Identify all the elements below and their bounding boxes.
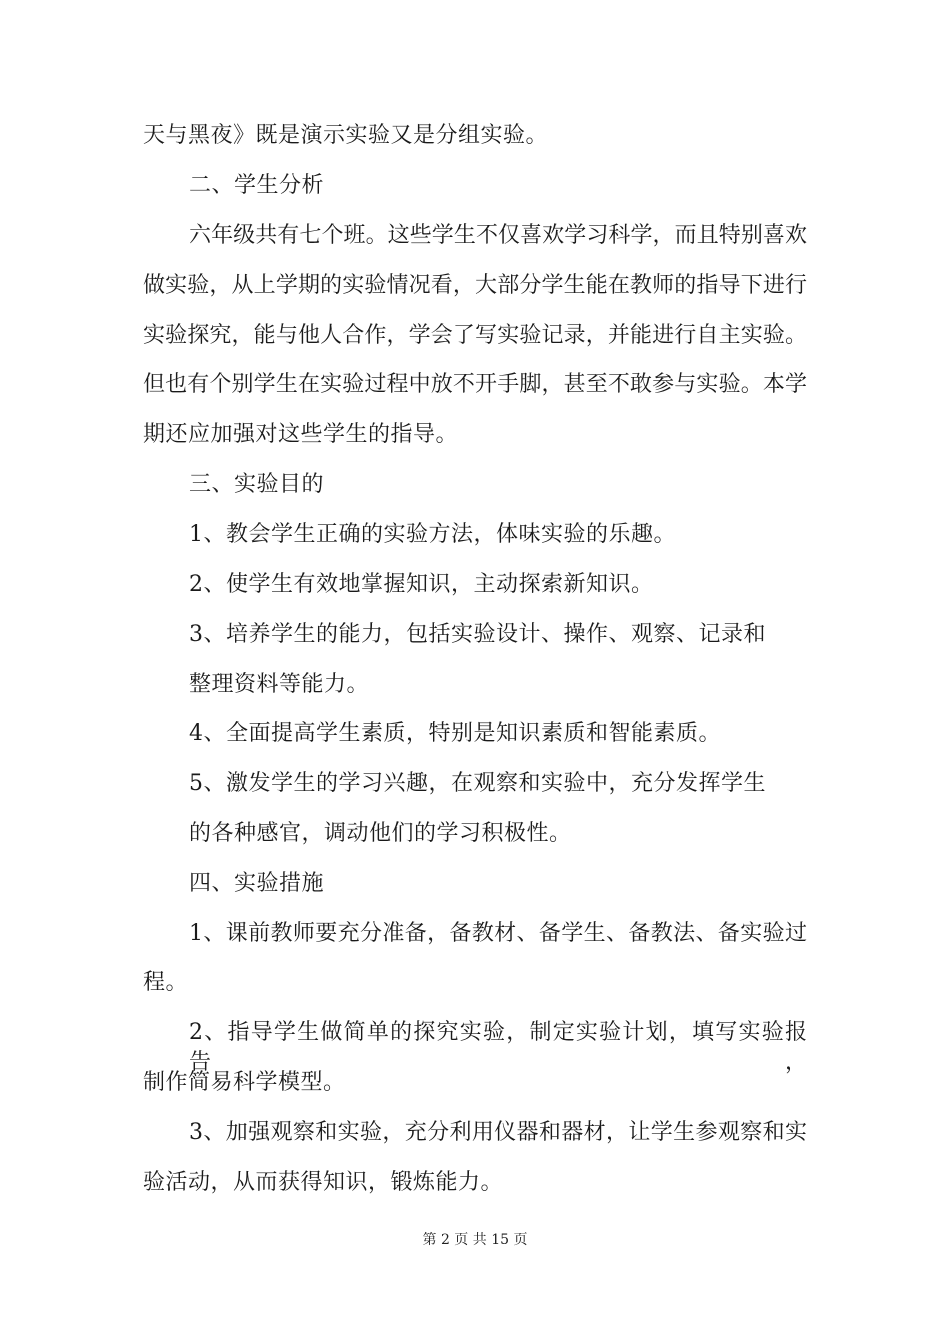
text-line: 制作简易科学模型。 — [143, 1070, 346, 1095]
list-item: 2、指导学生做简单的探究实验，制定实验计划，填写实验报告， — [189, 1020, 807, 1075]
text-line: 但也有个别学生在实验过程中放不开手脚，甚至不敢参与实验。本学 — [143, 372, 807, 397]
text-line: 天与黑夜》既是演示实验又是分组实验。 — [143, 123, 549, 148]
text-line: 的各种感官，调动他们的学习积极性。 — [189, 821, 572, 846]
list-item: 1、教会学生正确的实验方法，体味实验的乐趣。 — [189, 522, 676, 547]
section-heading-student-analysis: 二、学生分析 — [189, 173, 325, 198]
list-item: 3、加强观察和实验，充分利用仪器和器材，让学生参观察和实 — [189, 1120, 807, 1145]
text-line: 六年级共有七个班。这些学生不仅喜欢学习科学，而且特别喜欢 — [189, 223, 807, 248]
text-line: 验活动，从而获得知识，锻炼能力。 — [143, 1170, 504, 1195]
text-line: 期还应加强对这些学生的指导。 — [143, 422, 459, 447]
list-item: 4、全面提高学生素质，特别是知识素质和智能素质。 — [189, 721, 721, 746]
list-item: 3、培养学生的能力，包括实验设计、操作、观察、记录和 — [189, 622, 766, 647]
list-item: 1、课前教师要充分准备，备教材、备学生、备教法、备实验过 — [189, 921, 807, 946]
text-line: 做实验，从上学期的实验情况看，大部分学生能在教师的指导下进行 — [143, 273, 807, 298]
section-heading-experiment-measures: 四、实验措施 — [189, 871, 325, 896]
section-heading-experiment-goals: 三、实验目的 — [189, 472, 325, 497]
text-line: 程。 — [143, 970, 189, 995]
text-line: 整理资料等能力。 — [189, 672, 370, 697]
page-footer: 第 2 页 共 15 页 — [422, 1232, 528, 1248]
list-item: 5、激发学生的学习兴趣，在观察和实验中，充分发挥学生 — [189, 771, 766, 796]
list-item: 2、使学生有效地掌握知识，主动探索新知识。 — [189, 572, 654, 597]
text-line: 实验探究，能与他人合作，学会了写实验记录，并能进行自主实验。 — [143, 323, 807, 348]
